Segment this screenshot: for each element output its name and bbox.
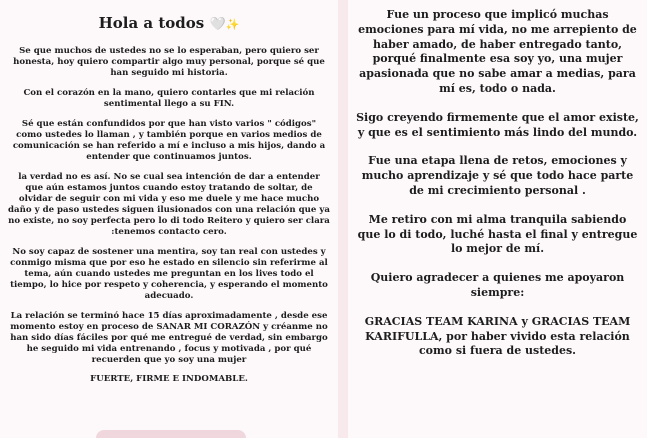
story-paragraph: GRACIAS TEAM KARINA y GRACIAS TEAM KARIFULLA, por haber vivido esta relación como si fuera de ustedes. [364, 314, 631, 358]
story-paragraph: La relación se terminó hace 15 días aproximadamente , desde ese momento estoy en proceso de SANAR MI CORAZÓN y créanme no han sido días fáciles por qué me entregué de verdad, sin embargo he seguido mi vida entrenando , focus y motivada , por qué recuerden que yo soy una mujer [10, 311, 328, 365]
story-paragraph: Me retiro con mi alma tranquila sabiendo que lo di todo, luché hasta el final y entregue lo mejor de mí. [357, 212, 638, 256]
story-paragraph: Fue una etapa llena de retos, emociones y mucho aprendizaje y sé que todo hace parte de mi crecimiento personal . [361, 154, 634, 197]
story-paragraph: Con el corazón en la mano, quiero contarles que mi relación sentimental llego a su FIN. [23, 88, 315, 109]
closing-line: FUERTE, FIRME E INDOMABLE. [90, 374, 248, 384]
story-paragraph: Sé que están confundidos por que han visto varios " códigos" como ustedes lo llaman , y también porque en varios medios de comunicación se han referido a mí e incluso a mis hijos, dando a entender que continuamos juntos. [12, 119, 326, 162]
story-paragraph: la verdad no es así. No se cual sea intención de dar a entender que aún estamos juntos cuando estoy tratando de soltar, de olvidar de seguir con mi vida y eso me duele y me hace mucho daño y de paso ustedes siguen ilusionados con una relación que ya no existe, no soy perfecta pero lo di todo Reitero y quiero ser clara :tenemos contacto cero. [8, 172, 330, 237]
right-story-panel [348, 0, 647, 438]
story-title-text: Hola a todos [98, 14, 205, 32]
story-paragraph: Fue un proceso que implicó muchas emociones para mí vida, no me arrepiento de haber amado, de haber entregado tanto, porqué finalmente esa soy yo, una mujer apasionada que no sabe amar a medias, para mí es, todo o nada. [358, 8, 637, 95]
story-title [8, 14, 330, 32]
story-paragraph: Quiero agradecer a quienes me apoyaron siempre: [370, 271, 625, 299]
sparkles-icon: ✨ [225, 18, 240, 31]
bottom-tab-bar [96, 430, 246, 438]
story-paragraph: Se que muchos de ustedes no se lo esperaban, pero quiero ser honesta, hoy quiero compartir algo muy personal, porque sé que han seguido mi historia. [13, 46, 325, 78]
story-paragraph: Sigo creyendo firmemente que el amor existe, y que es el sentimiento más lindo del mundo. [356, 110, 639, 139]
white-heart-icon: 🤍 [209, 17, 226, 32]
story-paragraph: No soy capaz de sostener una mentira, soy tan real con ustedes y conmigo misma que por eso he estado en silencio sin referirme al tema, aún cuando ustedes me preguntan en los lives todo el tiempo, lo hice por respeto y coherencia, y esperando el momento adecuado. [10, 247, 328, 301]
